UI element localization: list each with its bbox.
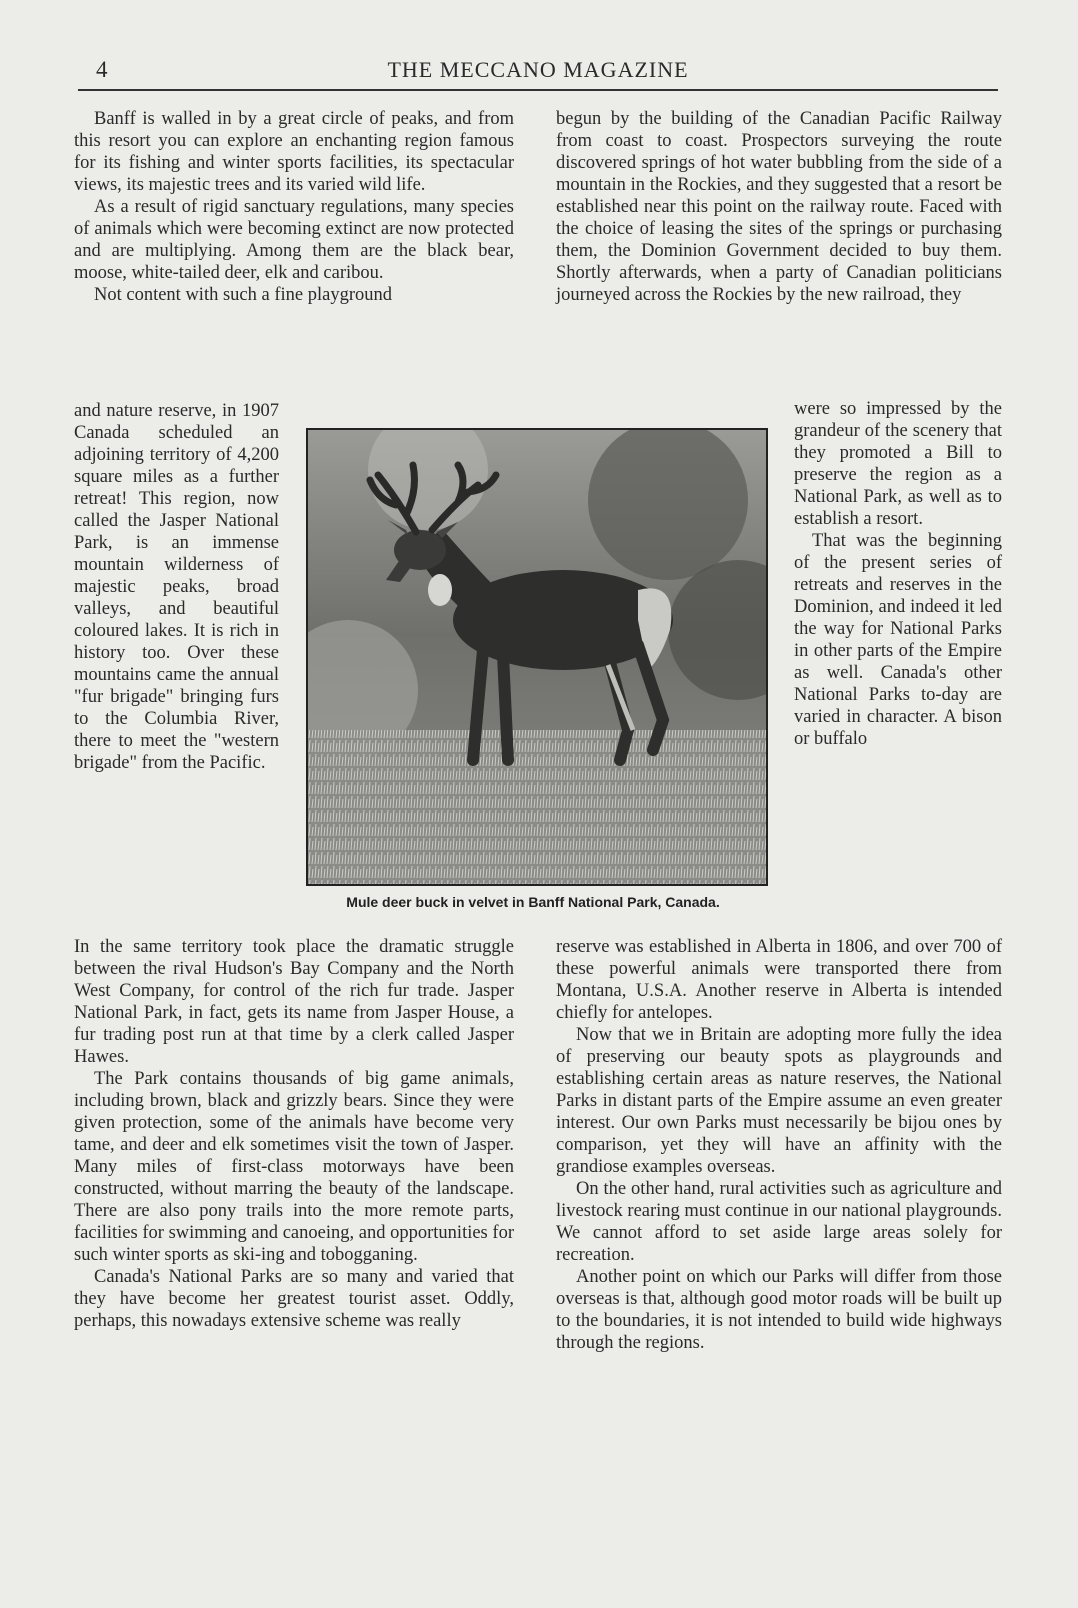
paragraph-impressed: were so impressed by the grandeur of the scenery that they promoted a Bill to preserve the region as a National Park, as well as to establish a resort. bbox=[794, 399, 1002, 529]
page-header bbox=[78, 55, 998, 91]
left-column-top bbox=[74, 108, 514, 306]
mule-deer-illustration bbox=[308, 430, 766, 884]
paragraph-railway: begun by the building of the Canadian Pacific Railway from coast to coast. Prospectors surveying the route discovered springs of hot water bubbling from the side of a mountain in the Rockies, and they suggested that a resort be established near this point on the railway route. Faced with the choice of leasing the sites of the springs or purchasing them, the Dominion Government decided to buy them. Shortly afterwards, when a party of Canadian politicians journeyed across the Rockies by the new railroad, they bbox=[556, 109, 1002, 305]
paragraph-beginning: That was the beginning of the present series of retreats and reserves in the Dominion, and indeed it led the way for National Parks in other parts of the Empire as well. Canada's other National Parks to-day are varied in character. A bison or buffalo bbox=[794, 531, 1002, 749]
paragraph-roads: Another point on which our Parks will differ from those overseas is that, although good motor roads will be built up to the boundaries, it is not intended to build wide highways through the regions. bbox=[556, 1267, 1002, 1353]
paragraph-tourist-asset: Canada's National Parks are so many and varied that they have become her greatest tourist asset. Oddly, perhaps, this nowadays extensive scheme was really bbox=[74, 1267, 514, 1331]
paragraph-bison: reserve was established in Alberta in 1806, and over 700 of these powerful animals were transported there from Montana, U.S.A. Another reserve in Alberta is intended chiefly for antelopes. bbox=[556, 937, 1002, 1023]
page-number: 4 bbox=[96, 57, 108, 82]
right-column-narrow bbox=[794, 398, 1002, 750]
magazine-title: THE MECCANO MAGAZINE bbox=[387, 57, 689, 82]
left-column-bottom bbox=[74, 936, 514, 1332]
paragraph-rural: On the other hand, rural activities such as agriculture and livestock rearing must continue in our national playgrounds. We cannot afford to set aside large areas solely for recreation. bbox=[556, 1179, 1002, 1265]
paragraph-jasper: and nature reserve, in 1907 Canada scheduled an adjoining territory of 4,200 square miles as a further retreat! This region, now called the Jasper National Park, is an immense mountain wilderness of majestic peaks, broad valleys, and beautiful coloured lakes. It is rich in history too. Over these mountains came the annual "fur brigade" bringing furs to the Columbia River, there to meet the "western brigade" from the Pacific. bbox=[74, 401, 279, 773]
deer-photo bbox=[306, 428, 768, 886]
paragraph-playground-start: Not content with such a fine playground bbox=[94, 285, 392, 305]
paragraph-britain: Now that we in Britain are adopting more fully the idea of preserving our beauty spots as playgrounds and establishing certain areas as nature reserves, the National Parks in distant parts of the Empire assume an even greater interest. Our own Parks must necessarily be bijou ones by comparison, yet they will have an affinity with the grandiose examples overseas. bbox=[556, 1025, 1002, 1177]
paragraph-sanctuary: As a result of rigid sanctuary regulations, many species of animals which were becoming extinct are now protected and are multiplying. Among them are the black bear, moose, white-tailed deer, elk and caribou. bbox=[74, 197, 514, 283]
right-column-bottom bbox=[556, 936, 1002, 1354]
paragraph-struggle: In the same territory took place the dramatic struggle between the rival Hudson's Bay Company and the North West Company, for control of the rich fur trade. Jasper National Park, in fact, gets its name from Jasper House, a fur trading post run at that time by a clerk called Jasper Hawes. bbox=[74, 937, 514, 1067]
paragraph-banff: Banff is walled in by a great circle of peaks, and from this resort you can explore an enchanting region famous for its fishing and winter sports facilities, its spectacular views, its majestic trees and its varied wild life. bbox=[74, 109, 514, 195]
right-column-top bbox=[556, 108, 1002, 306]
paragraph-big-game: The Park contains thousands of big game animals, including brown, black and grizzly bears. Since they were given protection, some of the animals have become very tame, and deer and elk sometimes visit the town of Jasper. Many miles of first-class motorways have been constructed, without marring the beauty of the landscape. There are also pony trails into the more remote parts, facilities for swimming and canoeing, and opportunities for such winter sports as ski-ing and tobogganing. bbox=[74, 1069, 514, 1265]
left-column-narrow bbox=[74, 400, 279, 774]
photo-caption: Mule deer buck in velvet in Banff National Park, Canada. bbox=[346, 894, 720, 910]
